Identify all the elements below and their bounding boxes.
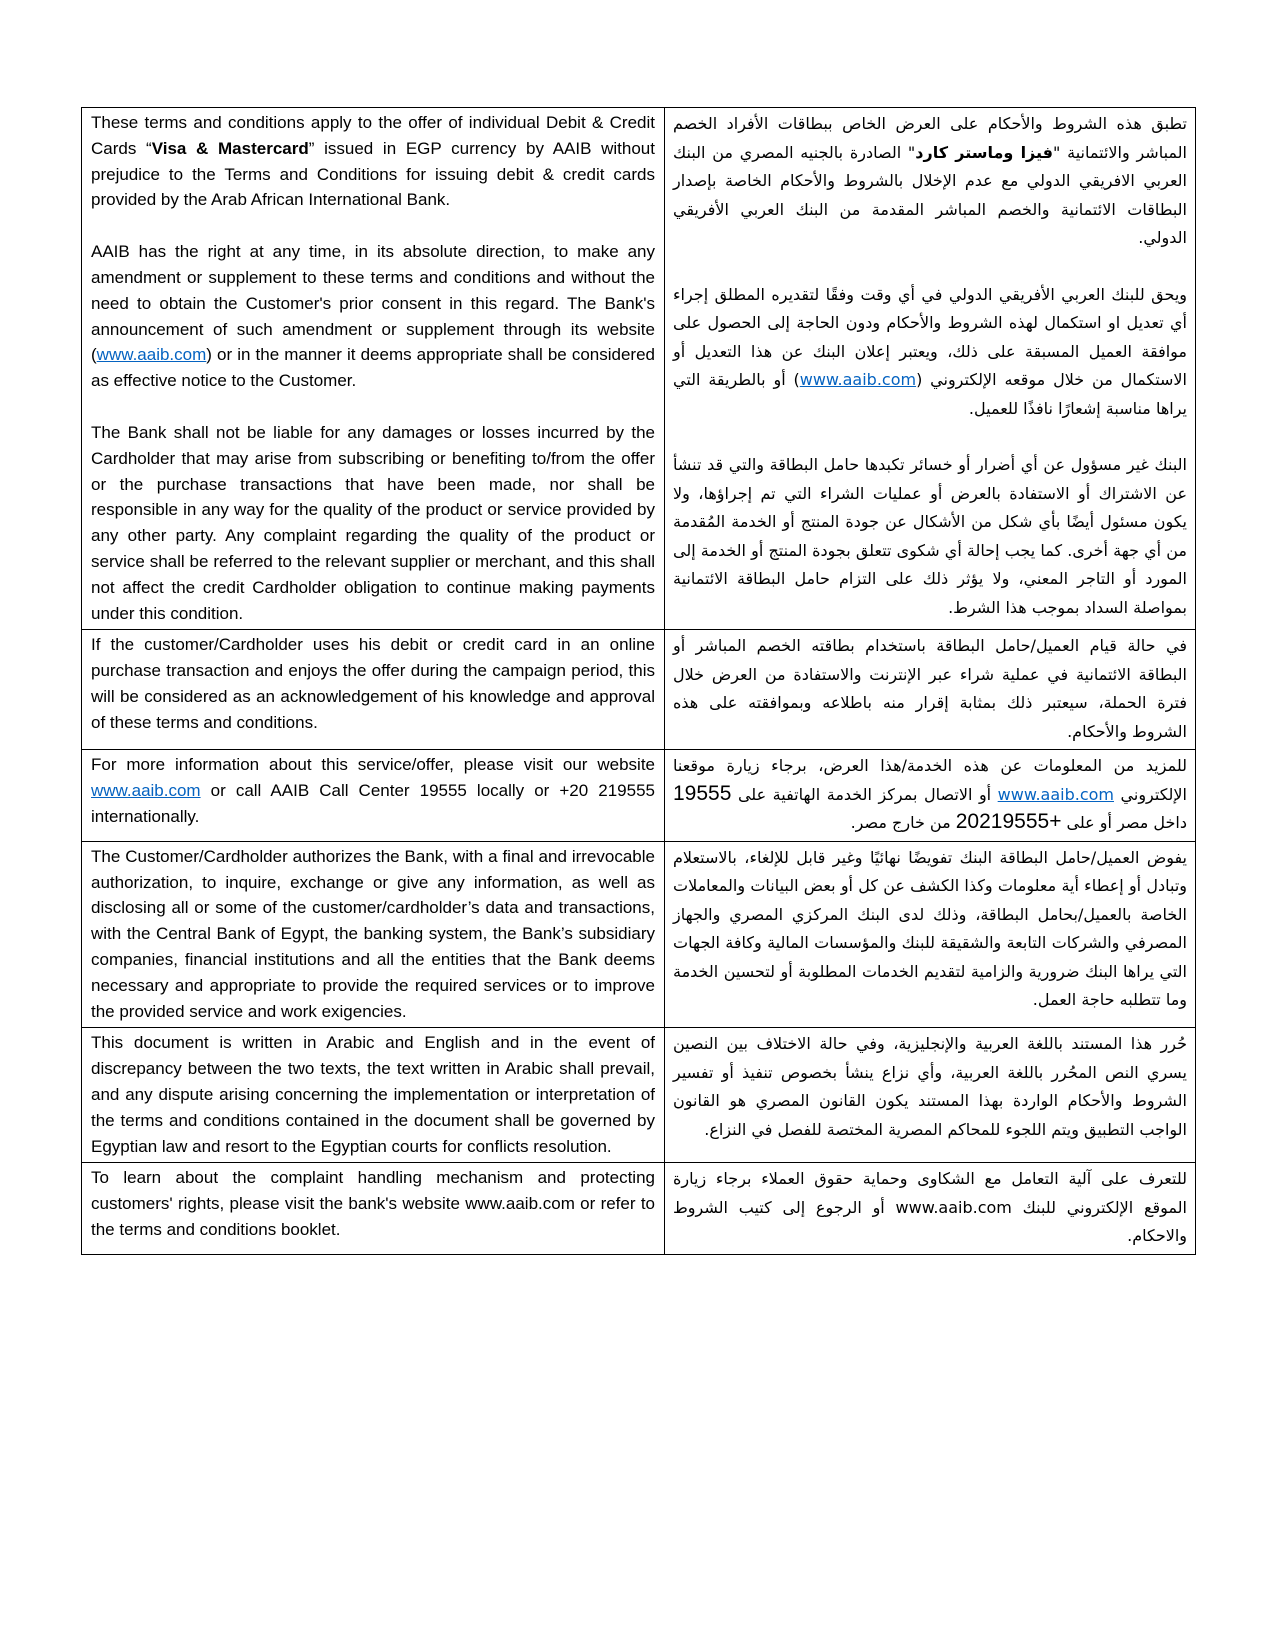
text-segment: للتعرف على آلية التعامل مع الشكاوى وحماية حقوق العملاء برجاء زيارة الموقع الإلكتروني للبنك www.aaib.com أو الرجوع إلى كتيب الشروط والاحكام.: [673, 1169, 1187, 1246]
bold-text: Visa & Mastercard: [151, 138, 309, 158]
text-segment: أو الاتصال بمركز الخدمة الهاتفية على: [731, 784, 998, 804]
text-segment: البنك غير مسؤول عن أي أضرار أو خسائر تكبدها حامل البطاقة والتي قد تنشأ عن الاشتراك أو الاستفادة بالعرض أو عمليات الشراء التي تم إجراؤها، ولا يكون مسئول أيضًا بأي شكل من الأشكال عن جودة المنتج أو الخدمة المُقدمة من أي جهة أخرى. كما يجب إحالة أي شكوى تتعلق بجودة المنتج أو الخدمة إلى المورد أو التاجر المعني، ولا يؤثر ذلك على التزام حامل البطاقة الائتمانية بمواصلة السداد بموجب هذا الشرط.: [673, 455, 1187, 617]
aaib-link[interactable]: www.aaib.com: [799, 370, 917, 389]
text-segment: في حالة قيام العميل/حامل البطاقة باستخدام بطاقته الخصم المباشر أو البطاقة الائتمانية في عملية شراء عبر الإنترنت والاستفادة من العرض خلال فترة الحملة، سيعتبر ذلك بمثابة إقرار منه باطلاعه وبموافقته على هذه الشروط والأحكام.: [673, 636, 1187, 741]
paragraph: [673, 632, 1187, 746]
cell-english: [82, 108, 665, 630]
cell-arabic: [665, 841, 1196, 1028]
text-segment: ويحق للبنك العربي الأفريقي الدولي في أي وقت وفقًا لتقديره المطلق إجراء أي تعديل او استكمال لهذه الشروط والأحكام ودون الحاجة إلى الحصول على موافقة العميل المسبقة على ذلك، ويعتبر إعلان البنك عن هذا التعديل أو الاستكمال من خلال موقعه الإلكتروني (: [673, 284, 1188, 389]
text-segment: ” issued in EGP currency by AAIB without prejudice to the Terms and Conditions for issuing debit & credit cards provided by the Arab African International Bank.: [91, 138, 655, 210]
cell-arabic: [665, 108, 1196, 630]
bold-text: فيزا وماستر كارد: [915, 142, 1054, 162]
paragraph: [91, 239, 655, 394]
text-segment: If the customer/Cardholder uses his debit or credit card in an online purchase transaction and enjoys the offer during the campaign period, this will be considered as an acknowledgement of his knowledge and approval of these terms and conditions.: [91, 635, 655, 732]
text-segment: داخل مصر أو على: [1061, 813, 1187, 833]
text-segment: The Customer/Cardholder authorizes the Bank, with a final and irrevocable authorization, to inquire, exchange or give any information, as well as disclosing all or some of the customer/cardholder’s data and transactions, with the Central Bank of Egypt, the banking system, the Bank’s subsidiary companies, financial institutions and all the entities that the Bank deems necessary and appropriate to provide the required services or to improve the provided service and work exigencies.: [91, 846, 655, 1021]
paragraph: [91, 844, 655, 1025]
text-segment: ) or in the manner it deems appropriate shall be considered as effective notice to the Customer.: [91, 345, 655, 391]
aaib-link[interactable]: www.aaib.com: [96, 345, 207, 365]
text-segment: يفوض العميل/حامل البطاقة البنك تفويضًا نهائيًا وغير قابل للإلغاء، بالاستعلام وتبادل أو إعطاء أية معلومات وكذا الكشف عن كل أو بعض البيانات والمعاملات الخاصة بالعميل/بحامل البطاقة، وذلك لدى البنك المركزي المصري والجهاز المصرفي والشركات التابعة والشقيقة للبنك والمؤسسات المالية وكافة الجهات التي يراها البنك ضرورية والزامية لتقديم الخدمات المطلوبة أو لتحسين الخدمة وما تتطلبه حاجة العمل.: [673, 847, 1187, 1010]
table-row: [82, 750, 1196, 842]
phone-number: 19555: [673, 781, 732, 805]
paragraph: [91, 110, 655, 213]
text-segment: These terms and conditions apply to the offer of individual Debit & Credit Cards “: [91, 113, 655, 158]
paragraph: [91, 1030, 655, 1159]
table-row: [82, 1163, 1196, 1255]
table-row: [82, 108, 1196, 630]
table-row: [82, 630, 1196, 750]
aaib-link[interactable]: www.aaib.com: [997, 784, 1114, 804]
text-segment: For more information about this service/offer, please visit our website: [91, 755, 655, 775]
paragraph: [91, 420, 655, 626]
paragraph: [673, 752, 1187, 838]
phone-number: +20219555: [955, 810, 1062, 834]
aaib-link[interactable]: www.aaib.com: [91, 781, 201, 801]
cell-arabic: [665, 630, 1196, 750]
cell-english: [82, 1163, 665, 1255]
text-segment: This document is written in Arabic and English and in the event of discrepancy between the two texts, the text written in Arabic shall prevail, and any dispute arising concerning the implementation or interpretation of the terms and conditions contained in the document shall be governed by Egyptian law and resort to the Egyptian courts for conflicts resolution.: [91, 1033, 655, 1156]
paragraph: [91, 752, 655, 829]
paragraph: [673, 281, 1187, 424]
cell-english: [82, 841, 665, 1028]
cell-english: [82, 630, 665, 750]
paragraph: [673, 1165, 1187, 1251]
text-segment: The Bank shall not be liable for any damages or losses incurred by the Cardholder that may arise from subscribing or benefiting to/from the offer or the purchase transactions that have been made, nor shall be responsible in any way for the quality of the product or service provided by any other party. Any complaint regarding the quality of the product or service shall be referred to the relevant supplier or merchant, and this shall not affect the credit Cardholder obligation to continue making payments under this condition.: [91, 422, 655, 623]
paragraph: [673, 451, 1187, 622]
text-segment: or call AAIB Call Center 19555 locally or +20 219555 internationally.: [91, 781, 655, 826]
text-segment: للمزيد من المعلومات عن هذه الخدمة/هذا العرض، برجاء زيارة موقعنا الإلكتروني: [673, 756, 1187, 804]
table-row: [82, 841, 1196, 1028]
paragraph: [673, 1030, 1187, 1144]
paragraph: [91, 1165, 655, 1242]
cell-arabic: [665, 1028, 1196, 1163]
cell-english: [82, 750, 665, 842]
paragraph: [673, 110, 1187, 253]
text-segment: To learn about the complaint handling mechanism and protecting customers' rights, please visit the bank's website www.aaib.com or refer to the terms and conditions booklet.: [91, 1168, 655, 1239]
text-segment: تطبق هذه الشروط والأحكام على العرض الخاص ببطاقات الأفراد الخصم المباشر والائتمانية ": [673, 114, 1187, 162]
text-segment: من خارج مصر.: [850, 813, 956, 833]
cell-english: [82, 1028, 665, 1163]
text-segment: " الصادرة بالجنيه المصري من البنك العربي الافريقي الدولي مع عدم الإخلال بالشروط والأحكام الخاصة بإصدار البطاقات الائتمانية والخصم المباشر المقدمة من البنك العربي الأفريقي الدولي.: [673, 142, 1187, 247]
text-segment: ) أو بالطريقة التي يراها مناسبة إشعارًا نافذًا للعميل.: [673, 370, 1187, 418]
cell-arabic: [665, 1163, 1196, 1255]
cell-arabic: [665, 750, 1196, 842]
text-segment: AAIB has the right at any time, in its absolute direction, to make any amendment or supplement to these terms and conditions and without the need to obtain the Customer's prior consent in this regard. The Bank's announcement of such amendment or supplement through its website (: [91, 242, 655, 365]
table-row: [82, 1028, 1196, 1163]
paragraph: [91, 632, 655, 735]
paragraph: [673, 844, 1187, 1015]
terms-table: [81, 107, 1196, 1255]
text-segment: حُرر هذا المستند باللغة العربية والإنجليزية، وفي حالة الاختلاف بين النصين يسري النص المحُرر باللغة العربية، وأي نزاع ينشأ بخصوص تنفيذ أو تفسير الشروط والأحكام الواردة بهذا المستند يكون القانون المصري هو القانون الواجب التطبيق ويتم اللجوء للمحاكم المصرية المختصة للفصل في النزاع.: [673, 1034, 1187, 1139]
